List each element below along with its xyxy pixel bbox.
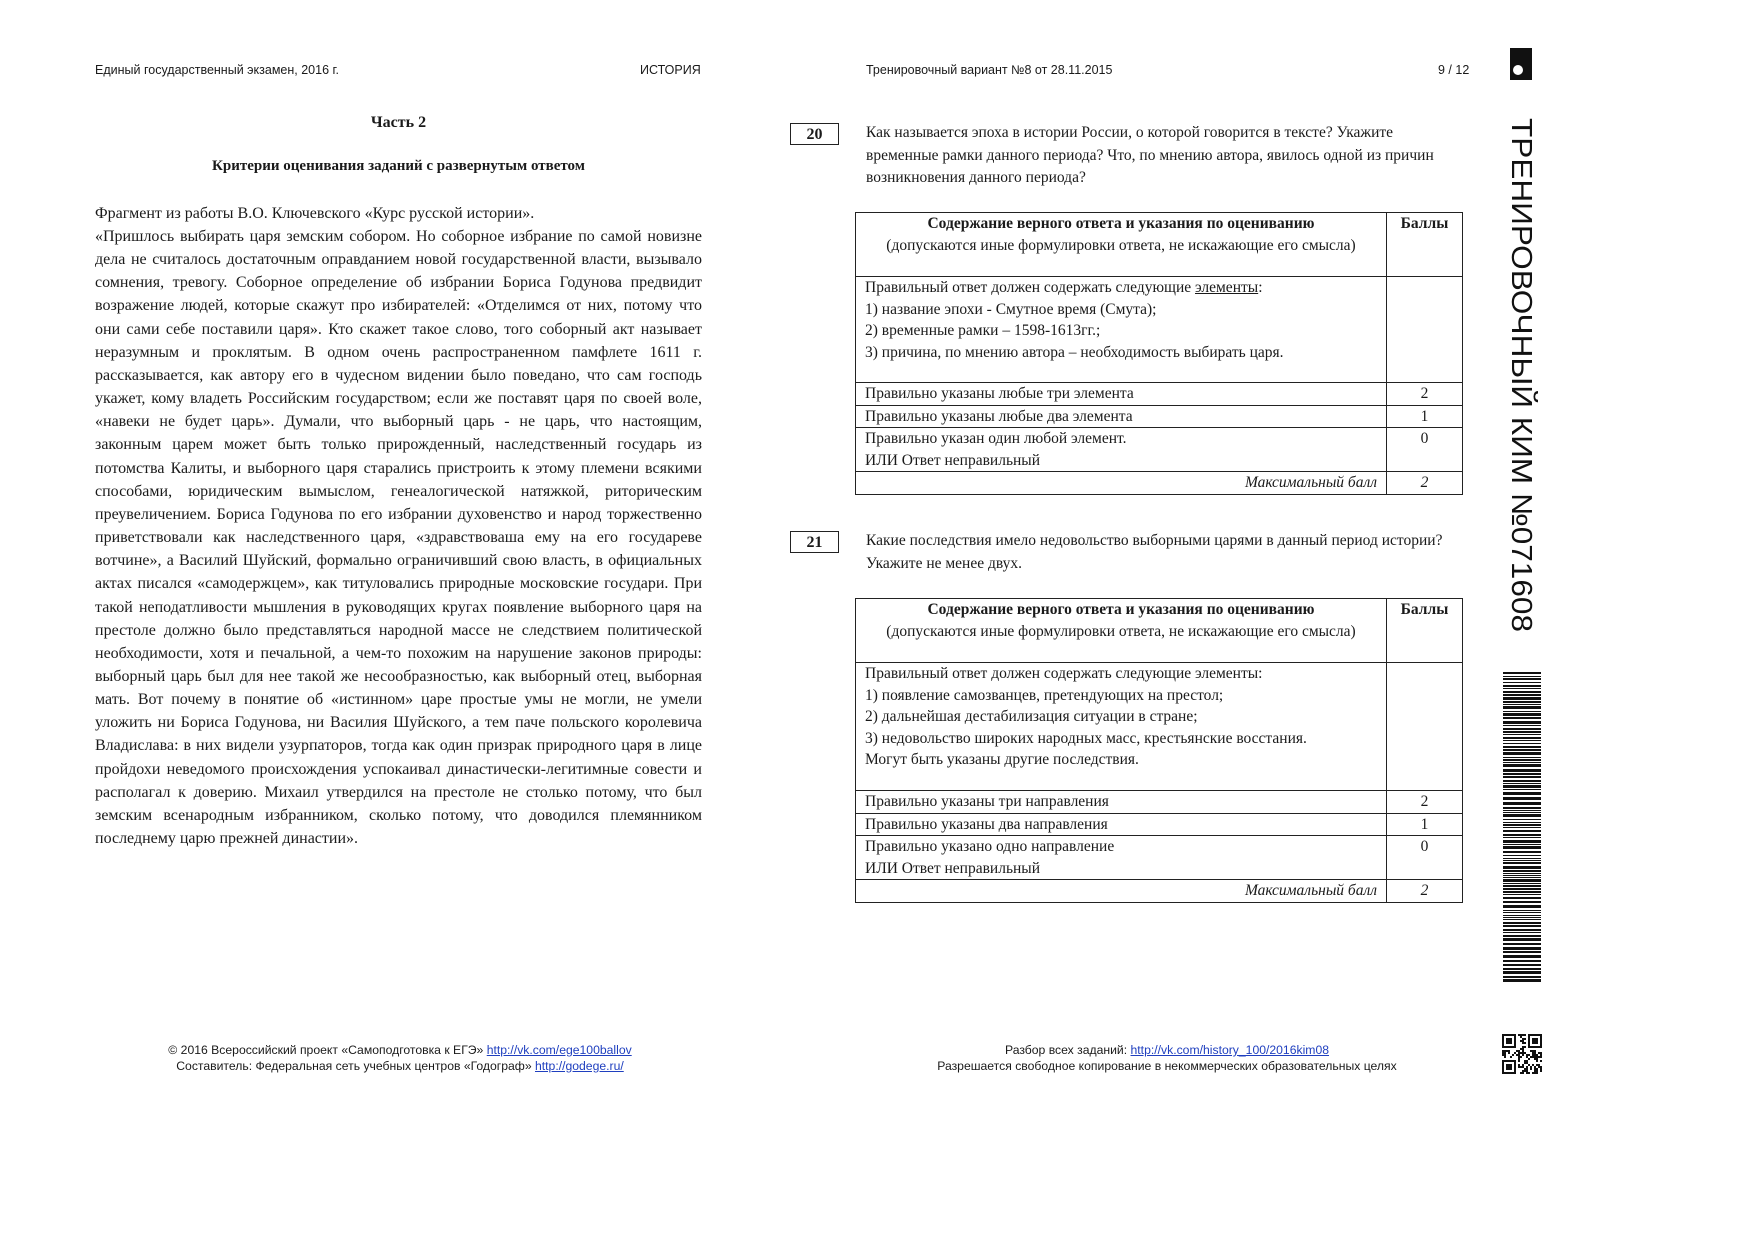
table-row bbox=[856, 813, 1463, 836]
criterion-score: 2 bbox=[1387, 383, 1463, 406]
score-header: Баллы bbox=[1387, 213, 1463, 277]
answer-intro-underlined: элементы bbox=[1195, 279, 1259, 296]
criterion-label: Правильно указаны любые три элемента bbox=[856, 383, 1387, 406]
content-header-sub: (допускаются иные формулировки ответа, не искажающие его смысла) bbox=[886, 236, 1356, 254]
content-header bbox=[856, 599, 1387, 663]
content-header bbox=[856, 213, 1387, 277]
corner-marker-dot bbox=[1513, 65, 1523, 75]
criterion-label-line: ИЛИ Ответ неправильный bbox=[865, 859, 1041, 877]
part-title: Часть 2 bbox=[370, 114, 427, 131]
footer-right-line1 bbox=[900, 1043, 1434, 1059]
criterion-label bbox=[856, 836, 1387, 880]
table-row bbox=[856, 836, 1463, 880]
header-variant: Тренировочный вариант №8 от 28.11.2015 bbox=[866, 63, 1113, 77]
header-subject: ИСТОРИЯ bbox=[640, 63, 701, 77]
table-row bbox=[856, 383, 1463, 406]
answer-content bbox=[856, 663, 1387, 791]
criterion-score: 1 bbox=[1387, 405, 1463, 428]
answer-item: 1) появление самозванцев, претендующих на престол; bbox=[865, 686, 1224, 704]
max-score-label: Максимальный балл bbox=[856, 880, 1387, 903]
table-row bbox=[856, 791, 1463, 814]
table-header-row bbox=[856, 213, 1463, 277]
max-score-value: 2 bbox=[1387, 472, 1463, 495]
source-text: «Пришлось выбирать царя земским собором. Но соборное избрание по самой новизне дела не считалось достаточным оправданием новой государственной власти, вызывало сомнения, тревогу. Соборное определение об избрании Бориса Годунова предвидит возражение людей, которые скажут про избирателей: «Отделимся от них, потому что они сами себе поставили царя». Кто скажет такое слово, того соборный акт называет неразумным и проклятым. В одном очень распространенном памфлете 1611 г. рассказывается, как автору его в чудесном видении было поведано, что сам господь укажет, кому владеть Российским государством; если же поставят царя по своей воле, «навеки не будет царь». Думали, что выборный царь - не царь, что настоящим, законным царем может быть только прирожденный, наследственный государь из потомства Калиты, и выборного царя старались пристроить к этому племени всякими способами, юридическим вымыслом, генеалогической натяжкой, риторическим преувеличением. Бориса Годунова по его избрании духовенство и народ торжественно приветствовали как наследственного царя, «здравствоваша ему на его государеве вотчине», а Василий Шуйский, формально ограничивший свою власть, в официальных актах писался «самодержцем», как титуловались природные московские государи. При такой неподатливости мышления в руководящих кругах появление выборного царя на престоле должно было представляться народной массе не следствием политической необходимости, хотя и печальной, а чем-то похожим на нарушение законов природы: выборный царь был для нее такой же несообразностью, как выборный отец, выборная мать. Вот почему в понятие об «истинном» царе простые умы не могли, не умели уложить ни Бориса Годунова, ни Василия Шуйского, а тем паче польского королевича Владислава: в них видели узурпаторов, тогда как один призрак природного царя в лице пройдохи неведомого происхождения успокаивал династически-легитимные совести и располагал к доверию. Михаил утвердился на престоле не столько потому, что был земским всенародным избранником, сколько потому, что доводился племянником последнему царю прежней династии». bbox=[95, 228, 702, 848]
criterion-label: Правильно указаны два направления bbox=[856, 813, 1387, 836]
header-exam-title: Единый государственный экзамен, 2016 г. bbox=[95, 63, 340, 77]
empty-score-cell bbox=[1387, 277, 1463, 383]
content-header-main: Содержание верного ответа и указания по оцениванию bbox=[927, 601, 1315, 618]
criterion-label-line: ИЛИ Ответ неправильный bbox=[865, 451, 1041, 469]
score-header: Баллы bbox=[1387, 599, 1463, 663]
answer-intro-colon: : bbox=[1258, 279, 1263, 296]
table-row bbox=[856, 880, 1463, 903]
task-21-question: Какие последствия имело недовольство выборными царями в данный период истории? Укажите не менее двух. bbox=[866, 532, 1443, 572]
footer-left-line1 bbox=[120, 1043, 680, 1059]
footer-right bbox=[900, 1043, 1434, 1074]
qr-code-icon bbox=[1502, 1034, 1542, 1074]
answer-intro-text: Правильный ответ должен содержать следующие bbox=[865, 279, 1196, 296]
table-row bbox=[856, 405, 1463, 428]
footer-left bbox=[120, 1043, 680, 1074]
answer-item: 1) название эпохи - Смутное время (Смута); bbox=[865, 300, 1157, 318]
footer-left-line2 bbox=[120, 1059, 680, 1075]
criterion-label: Правильно указаны три направления bbox=[856, 791, 1387, 814]
answer-item: 3) причина, по мнению автора – необходимость выбирать царя. bbox=[865, 343, 1284, 361]
answer-intro: Правильный ответ должен содержать следующие элементы: bbox=[865, 665, 1263, 682]
footer-right-line2: Разрешается свободное копирование в некоммерческих образовательных целях bbox=[937, 1058, 1397, 1073]
criterion-label bbox=[856, 428, 1387, 472]
criterion-score: 1 bbox=[1387, 813, 1463, 836]
answer-item: 2) дальнейшая дестабилизация ситуации в стране; bbox=[865, 708, 1198, 725]
footer-link-godege[interactable]: http://godege.ru/ bbox=[534, 1058, 624, 1073]
criterion-label-line: Правильно указан один любой элемент. bbox=[865, 430, 1127, 447]
criterion-label-line: Правильно указано одно направление bbox=[865, 838, 1115, 855]
table-row bbox=[856, 663, 1463, 791]
side-title-text: ТРЕНИРОВОЧНЫЙ КИМ №071608 bbox=[1505, 118, 1537, 591]
content-header-main: Содержание верного ответа и указания по оцениванию bbox=[927, 215, 1315, 232]
criteria-title: Критерии оценивания заданий с развернутым ответом bbox=[212, 158, 585, 174]
criterion-score: 0 bbox=[1387, 428, 1463, 472]
table-row bbox=[856, 472, 1463, 495]
table-row bbox=[856, 428, 1463, 472]
empty-score-cell bbox=[1387, 663, 1463, 791]
max-score-value: 2 bbox=[1387, 880, 1463, 903]
task-20-question: Как называется эпоха в истории России, о которой говорится в тексте? Укажите временные рамки данного периода? Что, по мнению автора, явилось одной из причин возникновения данного периода? bbox=[866, 124, 1434, 186]
answer-intro bbox=[865, 277, 1377, 299]
criterion-score: 0 bbox=[1387, 836, 1463, 880]
footer-project-text: © 2016 Всероссийский проект «Самоподготовка к ЕГЭ» bbox=[168, 1043, 487, 1057]
content-header-sub: (допускаются иные формулировки ответа, не искажающие его смысла) bbox=[886, 622, 1356, 640]
table-row bbox=[856, 277, 1463, 383]
table-header-row bbox=[856, 599, 1463, 663]
side-title-vertical bbox=[1500, 116, 1540, 636]
barcode-icon bbox=[1503, 672, 1541, 984]
task-20-criteria-table bbox=[855, 212, 1463, 495]
task-21-criteria-table bbox=[855, 598, 1463, 903]
source-intro: Фрагмент из работы В.О. Ключевского «Курс русской истории». bbox=[95, 205, 535, 222]
footer-analysis-text: Разбор всех заданий: bbox=[1004, 1043, 1131, 1057]
answer-item: 3) недовольство широких народных масс, крестьянские восстания. bbox=[865, 729, 1307, 747]
footer-link-vk-history[interactable]: http://vk.com/history_100/2016kim08 bbox=[1130, 1043, 1330, 1057]
answer-content bbox=[856, 277, 1387, 383]
header-page-number: 9 / 12 bbox=[1438, 63, 1470, 77]
footer-link-vk-ege[interactable]: http://vk.com/ege100ballov bbox=[486, 1043, 632, 1057]
corner-marker bbox=[1510, 48, 1532, 80]
answer-item: 2) временные рамки – 1598-1613гг.; bbox=[865, 322, 1101, 339]
criterion-score: 2 bbox=[1387, 791, 1463, 814]
max-score-label: Максимальный балл bbox=[856, 472, 1387, 495]
criterion-label: Правильно указаны любые два элемента bbox=[856, 405, 1387, 428]
task-20-number: 20 bbox=[790, 123, 839, 145]
footer-author-text: Составитель: Федеральная сеть учебных центров «Годограф» bbox=[176, 1058, 535, 1073]
task-21-number: 21 bbox=[790, 531, 839, 553]
answer-outro: Могут быть указаны другие последствия. bbox=[865, 751, 1139, 768]
